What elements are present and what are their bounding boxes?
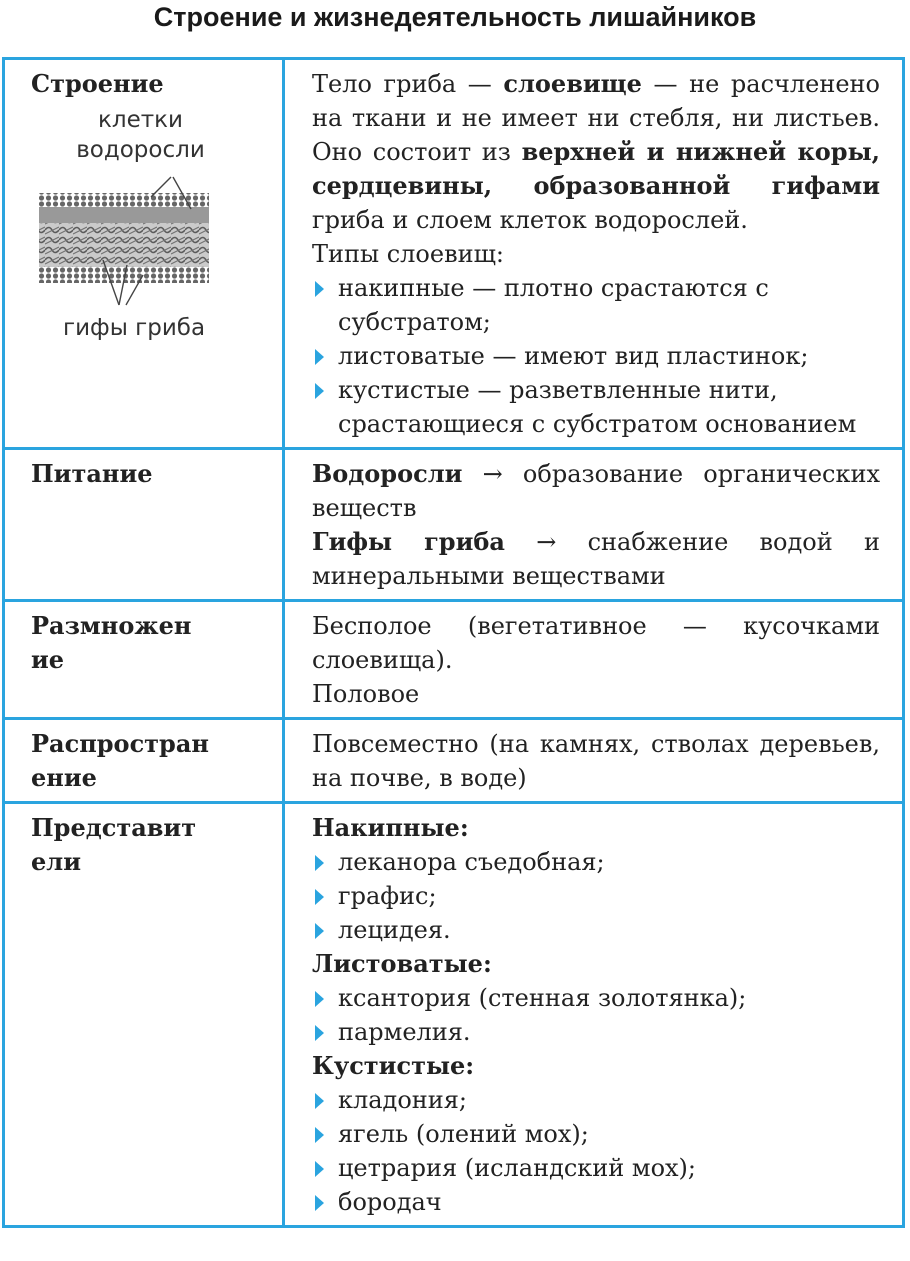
- list-item: листоватые — имеют вид пластинок;: [312, 339, 880, 373]
- lichen-cross-section-diagram: [31, 105, 231, 363]
- row-content: [284, 803, 904, 1227]
- table-row: [4, 803, 904, 1227]
- list-item: пармелия.: [312, 1015, 880, 1049]
- diagram-label-algae: клетки водоросли: [76, 107, 205, 163]
- nutrition-line: [312, 457, 880, 525]
- row-label: [4, 719, 284, 803]
- text-span: Тело гриба —: [312, 70, 504, 98]
- reproduction-line: Половое: [312, 680, 420, 708]
- types-list: [312, 271, 880, 441]
- group-list: [312, 1083, 880, 1219]
- bold-span: слоевище: [503, 69, 642, 98]
- list-item: лецидея.: [312, 913, 880, 947]
- nutrition-line: [312, 525, 880, 593]
- list-item: ксантория (стенная золотянка);: [312, 981, 880, 1015]
- group-title: Накипные:: [312, 813, 469, 842]
- diagram-label-hyphae: гифы гриба: [63, 315, 206, 341]
- row-label: [4, 601, 284, 719]
- row-label-text: Размножение: [31, 611, 192, 674]
- table-row: [4, 449, 904, 601]
- lichen-table: [2, 57, 905, 1228]
- bold-span: верхней и нижней коры, сердцевины, образованной гифами: [312, 137, 881, 200]
- types-title: Типы слоевищ:: [312, 240, 504, 268]
- list-item: накипные — плотно срастаются с субстратом;: [312, 271, 880, 339]
- list-item: бородач: [312, 1185, 880, 1219]
- structure-intro: [312, 67, 880, 237]
- page-title: Строение и жизнедеятельность лишайников: [153, 2, 757, 32]
- bold-span: Водоросли: [312, 459, 463, 488]
- row-label-text: Представители: [31, 813, 197, 876]
- list-item: ягель (олений мох);: [312, 1117, 880, 1151]
- table-row: [4, 601, 904, 719]
- bold-span: Гифы гриба: [312, 527, 505, 556]
- row-content: [284, 59, 904, 449]
- table-row: [4, 719, 904, 803]
- group-title: Кустистые:: [312, 1051, 475, 1080]
- list-item: цетрария (исландский мох);: [312, 1151, 880, 1185]
- row-label: [4, 803, 284, 1227]
- row-label: Питание: [4, 449, 284, 601]
- row-content: [284, 601, 904, 719]
- reproduction-line: Бесполое (вегетативное — кусочками слоевища).: [312, 612, 880, 674]
- list-item: кустистые — разветвленные нити, срастающиеся с субстратом основанием: [312, 373, 880, 441]
- table-row: [4, 59, 904, 449]
- text-span: — не расчленено на ткани и не имеет ни стебля, ни листьев. Оно состоит из: [312, 70, 880, 166]
- distribution-text: Повсеместно (на камнях, стволах деревьев, на почве, в воде): [312, 730, 880, 792]
- text-span: гриба и слоем клеток водорослей.: [312, 206, 748, 234]
- list-item: графис;: [312, 879, 880, 913]
- group-list: [312, 981, 880, 1049]
- list-item: леканора съедобная;: [312, 845, 880, 879]
- text-span: → снабжение водой и минеральными веществами: [312, 528, 881, 590]
- group-title: Листоватые:: [312, 949, 492, 978]
- row-content: [284, 449, 904, 601]
- text-span: → образование органических веществ: [312, 460, 880, 522]
- row-label-text: Распространение: [31, 729, 209, 792]
- list-item: кладония;: [312, 1083, 880, 1117]
- row-label: [4, 59, 284, 449]
- row-content: [284, 719, 904, 803]
- row-label-text: Строение: [31, 69, 164, 98]
- group-list: [312, 845, 880, 947]
